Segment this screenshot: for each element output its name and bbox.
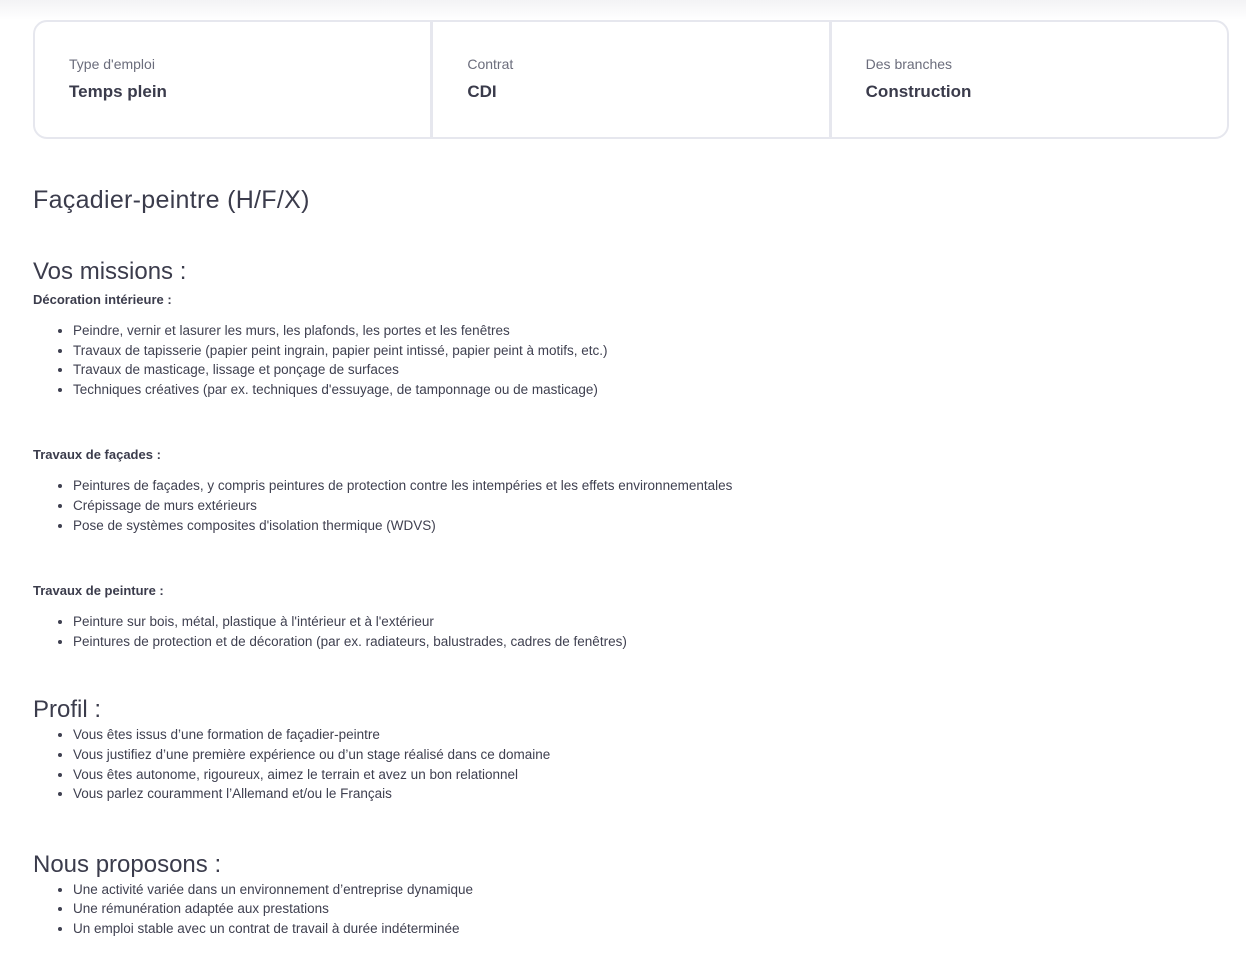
profil-list	[33, 725, 1213, 803]
job-description	[33, 186, 1213, 939]
missions-group-title: Décoration intérieure :	[33, 292, 172, 307]
list-item: • Un emploi stable avec un contrat de travail à durée indéterminée	[73, 919, 1213, 939]
list-item: • Une activité variée dans un environnement d’entreprise dynamique	[73, 880, 1213, 900]
list-item: • Travaux de tapisserie (papier peint ingrain, papier peint intissé, papier peint à motifs, etc.)	[73, 341, 1213, 361]
employment-type-cell	[35, 22, 433, 137]
missions-group-list	[33, 321, 1213, 399]
header-shadow	[0, 0, 1246, 20]
employment-type-label: Type d'emploi	[69, 56, 155, 72]
profil-heading: Profil :	[33, 696, 102, 724]
missions-group-list	[33, 476, 1213, 535]
list-item: • Travaux de masticage, lissage et ponçage de surfaces	[73, 360, 1213, 380]
missions-heading: Vos missions :	[33, 258, 187, 285]
list-item: • Vous justifiez d’une première expérience ou d’un stage réalisé dans ce domaine	[73, 745, 1213, 765]
list-item: • Peintures de protection et de décoration (par ex. radiateurs, balustrades, cadres de fenêtres)	[73, 632, 1213, 652]
contract-label: Contrat	[467, 56, 514, 72]
list-item: • Vous êtes autonome, rigoureux, aimez le terrain et avez un bon relationnel	[73, 765, 1213, 785]
employment-type-value: Temps plein	[69, 82, 167, 101]
list-item: • Peindre, vernir et lasurer les murs, les plafonds, les portes et les fenêtres	[73, 321, 1213, 341]
missions-group-title: Travaux de peinture :	[33, 583, 164, 599]
job-title: Façadier-peintre (H/F/X)	[33, 186, 310, 214]
missions-group-list	[33, 612, 1213, 651]
contract-value: CDI	[467, 82, 497, 101]
branch-cell	[832, 22, 1227, 137]
list-item: • Peintures de façades, y compris peintures de protection contre les intempéries et les effets environnementales	[73, 476, 1213, 496]
offer-list	[33, 880, 1213, 939]
list-item: • Pose de systèmes composites d'isolation thermique (WDVS)	[73, 516, 1213, 536]
list-item: • Peinture sur bois, métal, plastique à l'intérieur et à l'extérieur	[73, 612, 1213, 632]
list-item: • Techniques créatives (par ex. techniques d'essuyage, de tamponnage ou de masticage)	[73, 380, 1213, 400]
contract-cell	[433, 22, 831, 137]
branch-label: Des branches	[865, 56, 953, 72]
list-item: • Une rémunération adaptée aux prestations	[73, 899, 1213, 919]
job-info-card	[33, 20, 1229, 139]
list-item: • Vous êtes issus d’une formation de façadier-peintre	[73, 725, 1213, 745]
list-item: • Vous parlez couramment l’Allemand et/ou le Français	[73, 784, 1213, 804]
list-item: • Crépissage de murs extérieurs	[73, 496, 1213, 516]
branch-value: Construction	[865, 82, 972, 101]
missions-group-title: Travaux de façades :	[33, 447, 161, 463]
offer-heading: Nous proposons :	[33, 850, 222, 878]
